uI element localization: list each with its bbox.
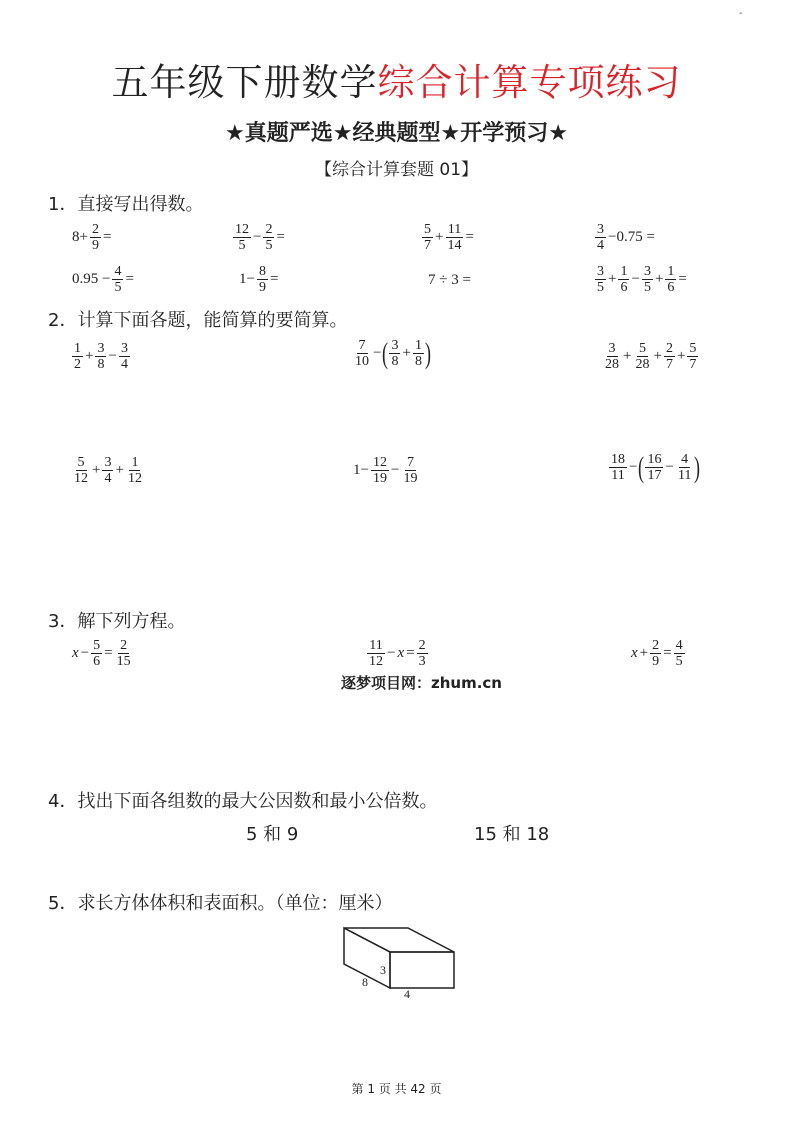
label-length: 8 [362, 975, 368, 989]
label-width: 4 [404, 987, 410, 1001]
q3-equation-2: $\frac{11}{12}$ − x = $\frac{2}{3}$ [369, 638, 426, 669]
q3-heading: 3．解下列方程。 [48, 611, 186, 632]
q1-r2-c: 7 ÷ 3 = [428, 272, 471, 288]
cuboid-figure [336, 922, 466, 1002]
page-subtitle: ★真题严选★经典题型★开学预习★ [225, 121, 568, 146]
q1-r2-a: 0.95 − $\frac{4}{5}$ = [72, 264, 134, 295]
q3-equation-3: x + $\frac{2}{9}$ = $\frac{4}{5}$ [631, 638, 683, 669]
q1-r2-b: 1− $\frac{8}{9}$ = [239, 264, 279, 295]
q2-heading: 2．计算下面各题，能简算的要简算。 [48, 310, 348, 331]
title-red: 综合计算专项练习 [377, 61, 682, 104]
title-black: 五年级下册数学 [111, 61, 378, 104]
q4-pair-2: 15 和 18 [474, 824, 550, 845]
q2-expr-6: $\frac{18}{11}$ − ( $\frac{16}{17}$ − $\frac{4}{11}$ ) [611, 450, 701, 484]
q5-heading: 5．求长方体体积和表面积。（单位：厘米） [48, 893, 393, 914]
q2-expr-4: $\frac{5}{12}$ + $\frac{3}{4}$ + $\frac{1}{12}$ [74, 455, 142, 486]
label-height: 3 [380, 963, 386, 977]
q4-heading: 4．找出下面各组数的最大公因数和最小公倍数。 [48, 791, 438, 812]
page-footer: 第 1 页 共 42 页 [351, 1082, 442, 1096]
q1-r1-d: $\frac{3}{4}$ −0.75 = [597, 222, 655, 253]
q2-expr-3: $\frac{3}{28}$ + $\frac{5}{28}$ + $\frac{2}{7}$ + $\frac{5}{7}$ [605, 341, 697, 372]
watermark-text: 逐梦项目网：zhum.cn [341, 674, 502, 692]
q1-heading: 1．直接写出得数。 [48, 194, 204, 215]
q2-expr-5: 1− $\frac{12}{19}$ − $\frac{7}{19}$ [353, 455, 418, 486]
q1-r1-b: $\frac{12}{5}$ − $\frac{2}{5}$ = [235, 222, 285, 253]
q1-r1-a: 8+ $\frac{2}{9}$ = [72, 222, 112, 253]
corner-mark: - [739, 8, 743, 19]
set-label: 【综合计算套题 01】 [314, 160, 479, 180]
q3-equation-1: x − $\frac{5}{6}$ = $\frac{2}{15}$ [72, 638, 131, 669]
cuboid-front-face [390, 952, 454, 988]
q2-expr-1: $\frac{1}{2}$ + $\frac{3}{8}$ − $\frac{3}{4}$ [74, 341, 128, 372]
page-title [0, 52, 793, 106]
cuboid-top-face [344, 928, 454, 952]
q4-pair-1: 5 和 9 [246, 824, 299, 845]
q1-r2-d: $\frac{3}{5}$ + $\frac{1}{6}$ − $\frac{3}{5}$ + $\frac{1}{6}$ = [597, 264, 687, 295]
q2-expr-2: $\frac{7}{10}$ − ( $\frac{3}{8}$ + $\frac{1}{8}$ ) [355, 336, 431, 370]
q1-r1-c: $\frac{5}{7}$ + $\frac{11}{14}$ = [424, 222, 474, 253]
